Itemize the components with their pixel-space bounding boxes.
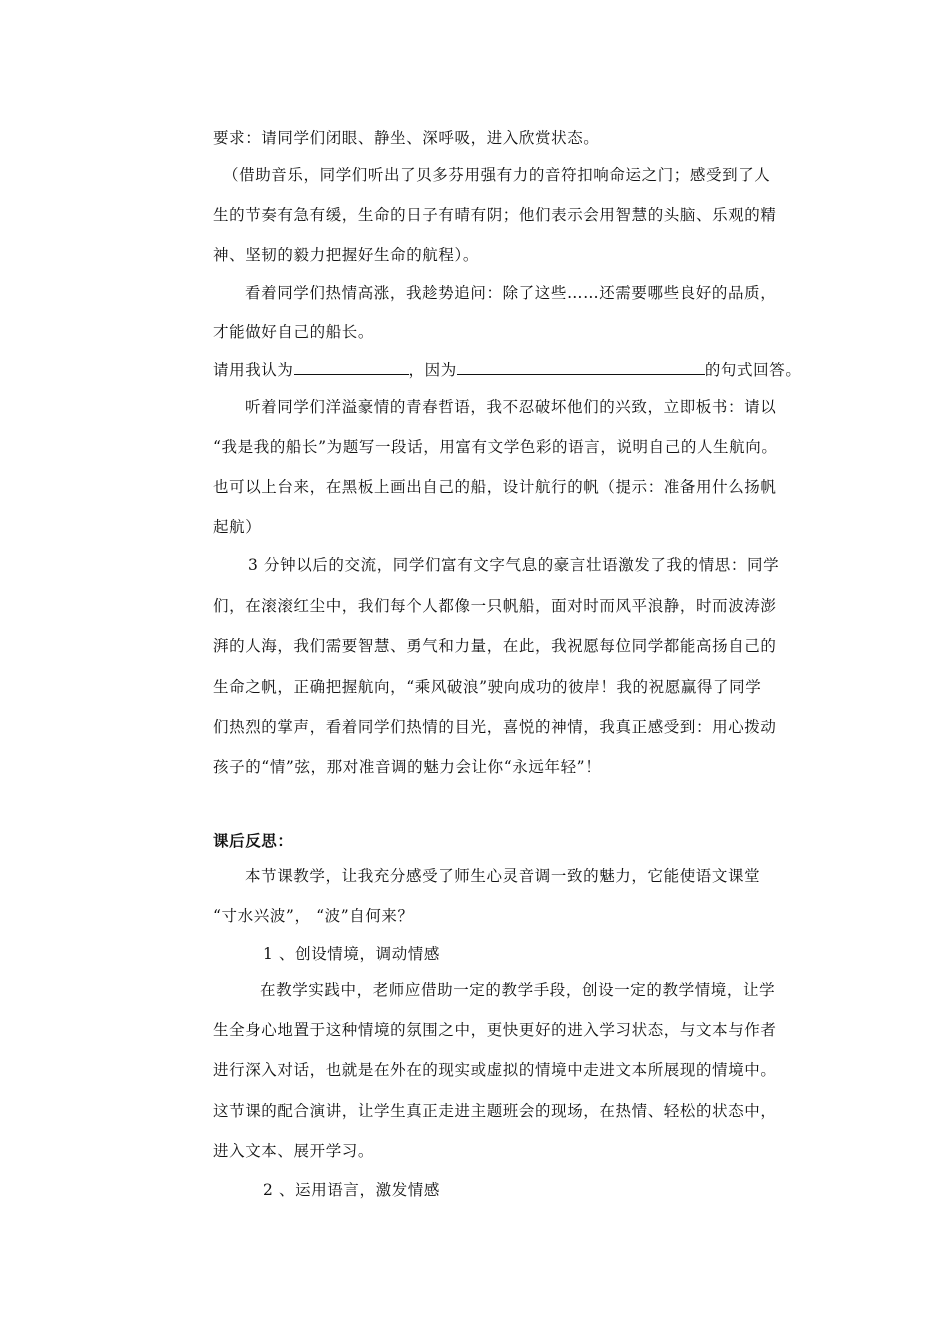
paragraph-line: 们，在滚滚红尘中，我们每个人都像一只帆船，面对时而风平浪静，时而波涛澎	[213, 597, 777, 615]
paragraph-line: “寸水兴波”， “波”自何来？	[213, 907, 414, 925]
paragraph-line: 进行深入对话，也就是在外在的现实或虚拟的情境中走进文本所展现的情境中。	[213, 1061, 777, 1079]
paragraph-line: （借助音乐，同学们听出了贝多芬用强有力的音符扣响命运之门；感受到了人	[223, 166, 771, 184]
paragraph-line: “我是我的船长”为题写一段话，用富有文学色彩的语言，说明自己的人生航向。	[213, 438, 778, 456]
paragraph-line: 在教学实践中，老师应借助一定的教学手段，创设一定的教学情境，让学	[260, 981, 776, 999]
blank-line	[294, 359, 409, 375]
paragraph-line: 这节课的配合演讲，让学生真正走进主题班会的现场，在热情、轻松的状态中，	[213, 1102, 777, 1120]
paragraph-line: 生命之帆，正确把握航向，“乘风破浪”驶向成功的彼岸！我的祝愿赢得了同学	[213, 678, 762, 696]
paragraph-line: 本节课教学，让我充分感受了师生心灵音调一致的魅力，它能使语文课堂	[245, 867, 761, 885]
paragraph-line: 要求：请同学们闭眼、静坐、深呼吸，进入欣赏状态。	[213, 129, 600, 147]
paragraph-line: 进入文本、展开学习。	[213, 1142, 375, 1160]
paragraph-line: 生的节奏有急有缓，生命的日子有晴有阴；他们表示会用智慧的头脑、乐观的精	[213, 206, 777, 224]
reflection-heading: 课后反思：	[213, 831, 294, 850]
list-item-heading: 1 、创设情境，调动情感	[263, 945, 440, 963]
paragraph-line: 3 分钟以后的交流，同学们富有文字气息的豪言壮语激发了我的情思：同学	[248, 556, 780, 574]
fill-prompt-part3: 的句式回答。	[704, 361, 802, 379]
paragraph-line: 看着同学们热情高涨，我趁势追问：除了这些……还需要哪些良好的品质，	[245, 284, 777, 302]
paragraph-line: 也可以上台来，在黑板上画出自己的船，设计航行的帆（提示：准备用什么扬帆	[213, 478, 777, 496]
fill-prompt-part1: 请用我认为	[213, 361, 294, 379]
list-item-heading: 2 、运用语言，激发情感	[263, 1181, 440, 1199]
fill-prompt-part2: ，因为	[408, 361, 457, 379]
paragraph-line: 神、坚韧的毅力把握好生命的航程）。	[213, 246, 479, 264]
paragraph-line: 才能做好自己的船长。	[213, 323, 375, 341]
paragraph-line: 听着同学们洋溢豪情的青春哲语，我不忍破坏他们的兴致，立即板书：请以	[245, 398, 777, 416]
paragraph-line: 孩子的“情”弦，那对准音调的魅力会让你“永远年轻”！	[213, 758, 602, 776]
blank-line	[457, 359, 705, 375]
paragraph-line: 湃的人海，我们需要智慧、勇气和力量，在此，我祝愿每位同学都能高扬自己的	[213, 637, 777, 655]
paragraph-line: 生全身心地置于这种情境的氛围之中，更快更好的进入学习状态，与文本与作者	[213, 1021, 777, 1039]
paragraph-line: 起航）	[213, 518, 262, 536]
paragraph-line: 们热烈的掌声，看着同学们热情的目光，喜悦的神情，我真正感受到：用心拨动	[213, 718, 777, 736]
fill-in-prompt	[213, 359, 801, 380]
